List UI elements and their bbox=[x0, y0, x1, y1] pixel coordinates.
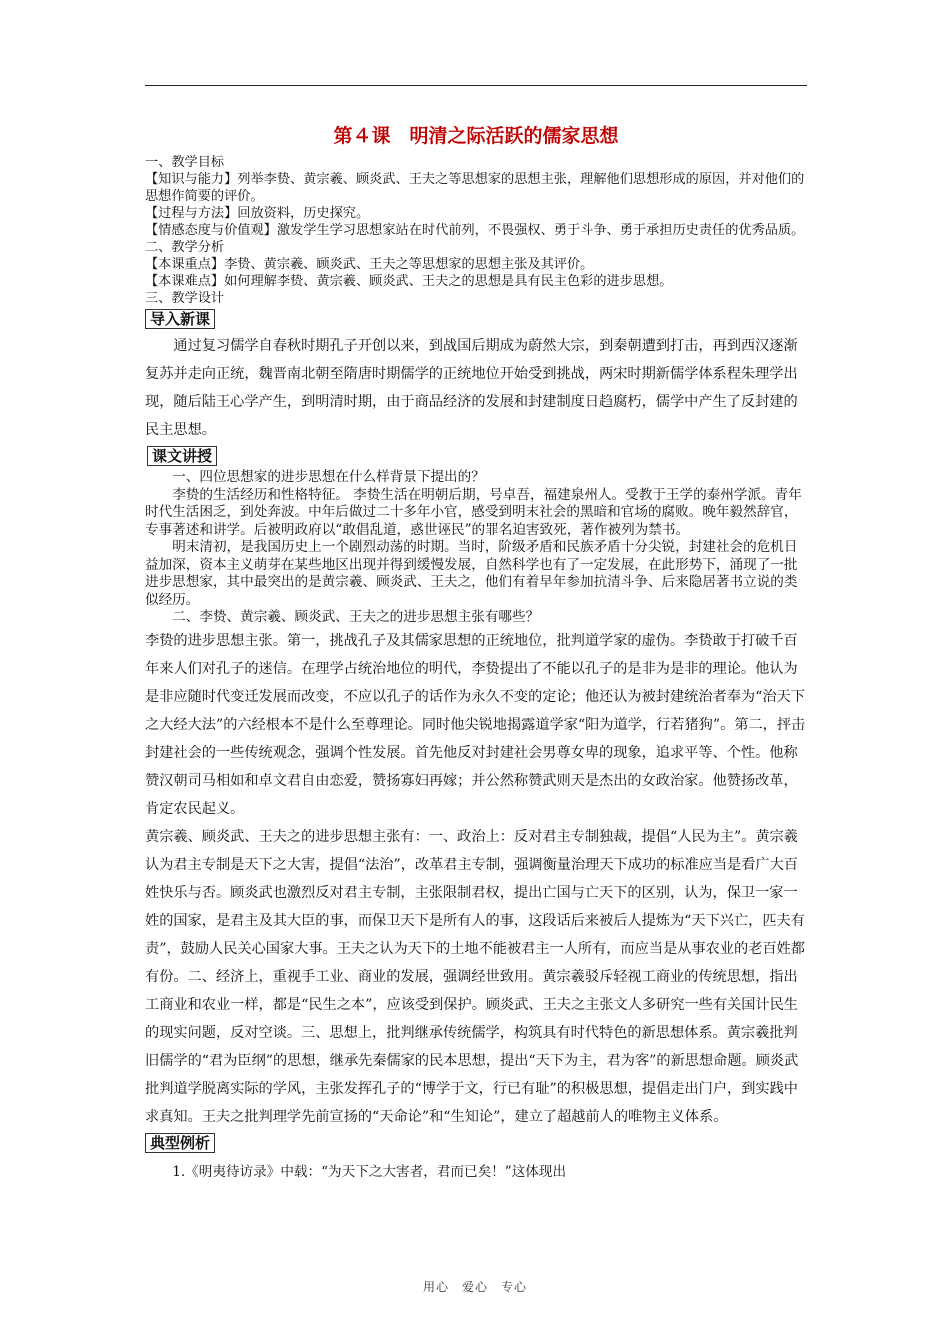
objectives-section bbox=[145, 154, 807, 307]
lecture-paragraph-3: 李贽的进步思想主张。第一，挑战孔子及其儒家思想的正统地位，批判道学家的虚伪。李贽敢于打破千百年来人们对孔子的迷信。在理学占统治地位的明代，李贽提出了不能以孔子的是非为是非的理论。他认为是非应随时代变迁发展而改变，不应以孔子的话作为永久不变的定论；他还认为被封建统治者奉为“治天下之大经大法”的六经根本不是什么至尊理论。同时他尖锐地揭露道学家“阳为道学，行若猪狗”。第二，抨击封建社会的一些传统观念，强调个性发展。首先他反对封建社会男尊女卑的现象，追求平等、个性。他称赞汉朝司马相如和卓文君自由恋爱，赞扬寡妇再嫁；并公然称赞武则天是杰出的女政治家。他赞扬改革，肯定农民起义。 bbox=[145, 632, 806, 817]
analysis-heading: 二、教学分析 bbox=[145, 240, 225, 255]
lecture-body bbox=[145, 627, 807, 1131]
lecture-section bbox=[145, 469, 807, 627]
intro-section bbox=[145, 332, 807, 444]
objective-emotion: 【情感态度与价值观】激发学生学习思想家站在时代前列，不畏强权、勇于斗争、勇于承担历史责任的优秀品质。 bbox=[145, 223, 805, 238]
lecture-paragraph-4: 黄宗羲、顾炎武、王夫之的进步思想主张有：一、政治上：反对君主专制独裁，提倡“人民为主”。黄宗羲认为君主专制是天下之大害，提倡“法治”，改革君主专制，强调衡量治理天下成功的标准应当是看广大百姓快乐与否。顾炎武也激烈反对君主专制，主张限制君权，提出亡国与亡天下的区别，认为，保卫一家一姓的国家，是君主及其大臣的事，而保卫天下是所有人的事，这段话后来被后人提炼为“天下兴亡，匹夫有责”，鼓励人民关心国家大事。王夫之认为天下的土地不能被君主一人所有，而应当是从事农业的老百姓都有份。二、经济上，重视手工业、商业的发展，强调经世致用。黄宗羲驳斥轻视工商业的传统思想，指出工商业和农业一样，都是“民生之本”，应该受到保护。顾炎武、王夫之主张文人多研究一些有关国计民生的现实问题，反对空谈。三、思想上，批判继承传统儒学，构筑具有时代特色的新思想体系。黄宗羲批判旧儒学的“君为臣纲”的思想，继承先秦儒家的民本思想，提出“天下为主，君为客”的新思想命题。顾炎武批判道学脱离实际的学风，主张发挥孔子的“博学于文，行已有耻”的积极思想，提倡走出门户，到实践中求真知。王夫之批判理学先前宣扬的“天命论”和“生知论”，建立了超越前人的唯物主义体系。 bbox=[145, 828, 805, 1125]
design-heading: 三、教学设计 bbox=[145, 291, 225, 306]
page-title: 第４课 明清之际活跃的儒家思想 bbox=[333, 125, 619, 147]
lecture-paragraph-2: 明末清初，是我国历史上一个剧烈动荡的时期。当时，阶级矛盾和民族矛盾十分尖锐，封建社会的危机日益加深，资本主义萌芽在某些地区出现并得到缓慢发展，自然科学也有了一定发展，在此形势下，涌现了一批进步思想家，其中最突出的是黄宗羲、顾炎武、王夫之，他们有着早年参加抗清斗争、后来隐居著书立说的类似经历。 bbox=[145, 539, 798, 608]
lecture-question-2: 二、李贽、黄宗羲、顾炎武、王夫之的进步思想主张有哪些？ bbox=[172, 609, 540, 625]
header-rule bbox=[145, 85, 807, 86]
intro-label: 导入新课 bbox=[145, 309, 215, 329]
objectives-heading: 一、教学目标 bbox=[145, 155, 225, 170]
objective-process: 【过程与方法】回放资料，历史探究。 bbox=[145, 206, 370, 221]
intro-text: 通过复习儒学自春秋时期孔子开创以来，到战国后期成为蔚然大宗，到秦朝遭到打击，再到西汉逐渐复苏并走向正统，魏晋南北朝至隋唐时期儒学的正统地位开始受到挑战，两宋时期新儒学体系程朱理学出现，随后陆王心学产生，到明清时期，由于商品经济的发展和封建制度日趋腐朽，儒学中产生了反封建的民主思想。 bbox=[145, 338, 798, 438]
analysis-difficulty: 【本课难点】如何理解李贽、黄宗羲、顾炎武、王夫之的思想是具有民主色彩的进步思想。 bbox=[145, 274, 673, 289]
lecture-label: 课文讲授 bbox=[147, 446, 217, 466]
lecture-paragraph-1: 李贽的生活经历和性格特征。 李贽生活在明朝后期，号卓吾，福建泉州人。受教于王学的泰州学派。青年时代生活困乏，到处奔波。中年后做过二十多年小官，感受到明末社会的黑暗和官场的腐败。晚年毅然辞官，专事著述和讲学。后被明政府以“敢倡乱道，惑世诬民”的罪名迫害致死，著作被列为禁书。 bbox=[145, 486, 802, 538]
objective-knowledge: 【知识与能力】列举李贽、黄宗羲、顾炎武、王夫之等思想家的思想主张，理解他们思想形成的原因，并对他们的思想作简要的评价。 bbox=[145, 172, 805, 204]
analysis-key: 【本课重点】李贽、黄宗羲、顾炎武、王夫之等思想家的思想主张及其评价。 bbox=[145, 257, 594, 272]
examples-label: 典型例析 bbox=[145, 1133, 215, 1153]
lecture-question-1: 一、四位思想家的进步思想在什么样背景下提出的？ bbox=[172, 469, 485, 485]
page-content bbox=[145, 122, 807, 1182]
example-question-1: 1.《明夷待访录》中载：“为天下之大害者，君而已矣！”这体现出 bbox=[172, 1163, 567, 1180]
page-footer: 用心 爱心 专心 bbox=[422, 1280, 527, 1294]
